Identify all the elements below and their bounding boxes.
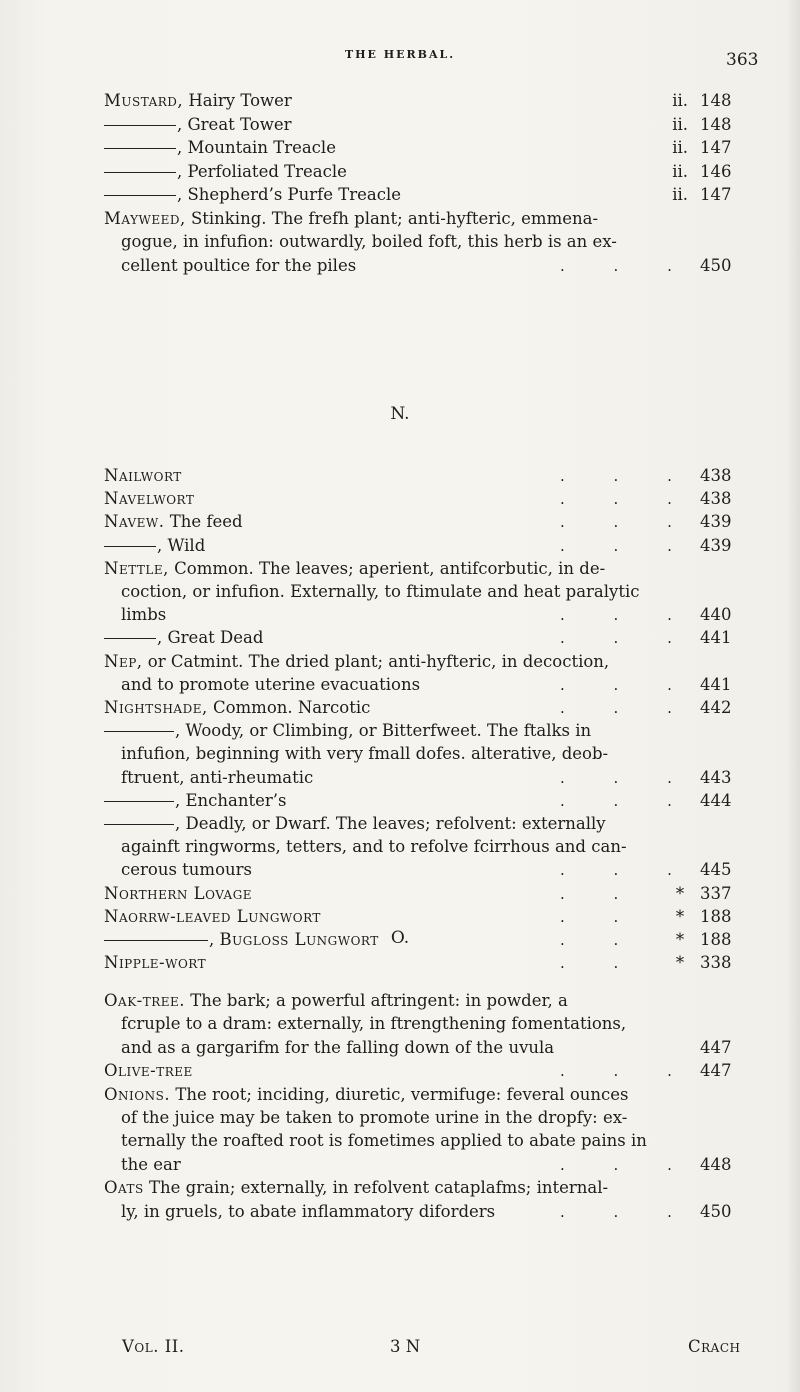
entry-line	[0, 741, 800, 767]
page-reference: 148	[700, 114, 732, 134]
entry-body: gogue, in infufion: outwardly, boiled foft, this herb is an ex-	[121, 232, 617, 251]
entry-text	[104, 112, 291, 138]
ditto-dash	[104, 172, 176, 173]
entry-body: the ear	[121, 1154, 181, 1174]
entry-line	[0, 1058, 800, 1084]
entry-continuation	[121, 253, 356, 279]
entry-line	[0, 672, 800, 698]
page-reference: 148	[700, 91, 732, 110]
section-letter-o: O.	[390, 928, 410, 948]
leader-dots: . . .	[560, 256, 694, 275]
entry-line	[0, 788, 800, 814]
ditto-dash	[104, 731, 174, 732]
entry-body: or Catmint. The dried plant; anti-hyfteric, in decoction,	[142, 651, 610, 671]
footer-catchword: Crach	[688, 1337, 741, 1356]
entry-line	[0, 135, 800, 161]
entry-body: Hairy Tower	[183, 91, 292, 110]
footer-signature: 3 N	[390, 1337, 421, 1356]
entry-body: cellent poultice for the piles	[121, 255, 357, 275]
entry-body: , Great Dead	[157, 628, 264, 648]
entry-text	[104, 533, 205, 559]
headword: Olive-tree	[104, 1061, 193, 1081]
page-reference: 441	[700, 628, 732, 648]
entry-line	[0, 1175, 800, 1201]
entry-line	[0, 625, 800, 651]
entry-text	[104, 625, 263, 651]
entry-line	[0, 904, 800, 930]
entry-text	[104, 463, 182, 489]
entry-text	[104, 509, 243, 535]
leader-dots: . . .	[560, 675, 694, 694]
leader-dots: . .	[560, 907, 641, 926]
entry-text	[104, 695, 370, 721]
entry-line	[0, 834, 800, 860]
entry-text	[104, 159, 347, 185]
page-reference: 445	[700, 860, 732, 880]
entry-line	[0, 159, 800, 185]
page-reference: 188	[700, 930, 732, 949]
entry-continuation	[121, 834, 627, 860]
entry-body: cerous tumours	[121, 860, 252, 880]
entry-continuation	[121, 1011, 626, 1037]
headword: Navelwort	[104, 489, 195, 509]
entry-line	[0, 1035, 800, 1061]
entry-body: Common. Narcotic	[207, 698, 371, 717]
headword: Mustard,	[104, 91, 184, 110]
leader-dots: . . .	[560, 536, 694, 555]
entry-body: , Wild	[157, 535, 206, 555]
entry-line	[0, 950, 800, 976]
entry-continuation	[121, 1152, 181, 1178]
page-reference: 337	[700, 883, 732, 903]
asterisk-mark: *	[675, 930, 685, 949]
entry-text	[104, 206, 598, 232]
leader-dots: . . .	[560, 513, 694, 532]
leader-dots: . . .	[560, 699, 694, 717]
entry-line	[0, 206, 800, 232]
entry-body: ly, in gruels, to abate inflammatory diforders	[121, 1201, 496, 1221]
entry-continuation	[121, 857, 252, 883]
entry-line	[0, 229, 800, 255]
asterisk-mark: *	[675, 883, 685, 903]
leader-dots: . . .	[560, 629, 694, 648]
entry-body: ftruent, anti-rheumatic	[121, 767, 314, 787]
entry-text	[104, 486, 194, 512]
entry-text	[104, 135, 336, 161]
entry-body: and to promote uterine evacuations	[121, 674, 421, 694]
entry-text	[104, 881, 252, 907]
leader-dots: . . .	[560, 606, 694, 625]
headword: Oak-tree.	[104, 991, 186, 1010]
section-letter-n: N.	[390, 404, 410, 424]
entry-line	[0, 509, 800, 535]
entry-continuation	[121, 765, 313, 791]
headword: Naorrw-leaved Lungwort	[104, 906, 321, 926]
page-reference: 441	[700, 674, 732, 694]
entry-body: The feed	[164, 512, 243, 532]
entry-body: ternally the roafted root is fometimes applied to abate pains in	[121, 1131, 647, 1151]
headword: Navew.	[104, 512, 165, 532]
headword: Nailwort	[104, 466, 182, 485]
entry-text	[104, 182, 401, 208]
page-number: 363	[726, 50, 759, 70]
entry-body: Common. The leaves; aperient, antifcorbutic, in de-	[168, 558, 606, 578]
entry-continuation	[121, 1035, 554, 1061]
running-head: THE HERBAL.	[344, 48, 456, 61]
entry-line	[0, 765, 800, 791]
leader-dots: . .	[560, 884, 641, 903]
page-reference: 447	[700, 1061, 732, 1081]
page-reference: 438	[700, 466, 732, 485]
headword: Nep,	[104, 651, 143, 671]
entry-text	[104, 1082, 628, 1108]
entry-body: coction, or infufion. Externally, to ftimulate and heat paralytic	[121, 582, 640, 601]
entry-line	[0, 602, 800, 628]
page-reference: 442	[700, 698, 732, 717]
entry-line	[0, 988, 800, 1014]
leader-dots: . .	[560, 954, 641, 973]
entry-line	[0, 556, 800, 582]
headword: Northern Lovage	[104, 883, 253, 903]
entry-body: Stinking. The frefh plant; anti-hyfteric, emmena-	[185, 208, 599, 228]
volume-ref: ii.	[672, 114, 688, 134]
entry-line	[0, 112, 800, 138]
entry-text	[104, 788, 287, 814]
entry-line	[0, 881, 800, 907]
entry-line	[0, 811, 800, 837]
entry-text	[104, 718, 591, 744]
entry-continuation	[121, 579, 640, 605]
volume-ref: ii.	[672, 138, 688, 157]
ditto-dash	[104, 546, 156, 547]
headword: Onions.	[104, 1084, 171, 1104]
entry-body: limbs	[121, 605, 167, 625]
entry-body: ,	[209, 930, 220, 949]
entry-body: The root; inciding, diuretic, vermifuge: feveral ounces	[170, 1084, 629, 1104]
entry-line	[0, 182, 800, 208]
page-reference: 448	[700, 1154, 732, 1174]
entry-line	[0, 486, 800, 512]
page-footer	[0, 1334, 800, 1360]
entry-line	[0, 1128, 800, 1154]
entry-line	[0, 1199, 800, 1225]
entry-body: , Enchanter’s	[175, 790, 287, 810]
entry-body: of the juice may be taken to promote urine in the dropfy: ex-	[121, 1108, 628, 1127]
page-reference: 443	[700, 767, 732, 787]
leader-dots: . . .	[560, 1202, 694, 1221]
entry-continuation	[121, 672, 420, 698]
entry-line	[0, 463, 800, 489]
page-reference: 146	[700, 161, 732, 181]
entry-line	[0, 88, 800, 114]
entry-line	[0, 1105, 800, 1131]
leader-dots: . .	[560, 931, 641, 949]
entry-body: , Mountain Treacle	[177, 138, 336, 157]
headword: Nipple-wort	[104, 953, 207, 973]
entry-line	[0, 649, 800, 675]
footer-volume: Vol. II.	[122, 1337, 185, 1356]
entry-text	[104, 1175, 608, 1201]
ditto-dash	[104, 195, 176, 196]
leader-dots: . . .	[560, 791, 694, 810]
entry-body: , Woody, or Climbing, or Bitterfweet. The ftalks in	[175, 721, 592, 741]
entry-body: , Deadly, or Dwarf. The leaves; refolvent: externally	[175, 814, 606, 833]
entry-body: and as a gargarifm for the falling down of the uvula	[121, 1037, 555, 1057]
leader-dots: . . .	[560, 861, 694, 880]
entry-continuation	[121, 1128, 647, 1154]
page-reference: 444	[700, 790, 732, 810]
page-reference: 450	[700, 1201, 732, 1221]
entry-text	[104, 811, 606, 837]
entry-line	[0, 253, 800, 279]
headword: Mayweed,	[104, 208, 186, 228]
entry-text	[104, 904, 321, 930]
ditto-dash	[104, 801, 174, 802]
entry-continuation	[121, 1105, 627, 1131]
entry-line	[0, 1082, 800, 1108]
page-reference: 440	[700, 605, 732, 625]
entry-body: The grain; externally, in refolvent cataplafms; internal-	[143, 1178, 609, 1198]
leader-dots: . . .	[560, 1155, 694, 1174]
entry-continuation	[121, 1199, 495, 1225]
leader-dots: . . .	[560, 467, 694, 485]
entry-body: , Great Tower	[177, 114, 292, 134]
page-reference: 450	[700, 255, 732, 275]
entry-body: The bark; a powerful aftringent: in powder, a	[185, 991, 568, 1010]
ditto-dash	[104, 638, 156, 639]
leader-dots: . . .	[560, 490, 694, 509]
page-reference: 447	[700, 1037, 732, 1057]
entry-text	[104, 1058, 193, 1084]
entry-body: againft ringworms, tetters, and to refolve fcirrhous and can-	[121, 837, 627, 857]
headword: Bugloss Lungwort	[219, 930, 379, 949]
headword: Nettle,	[104, 558, 169, 578]
ditto-dash	[104, 125, 176, 126]
volume-ref: ii.	[672, 91, 688, 110]
ditto-dash	[104, 148, 176, 149]
entry-line	[0, 695, 800, 721]
page-reference: 439	[700, 512, 732, 532]
entry-text	[104, 950, 206, 976]
entry-line	[0, 1152, 800, 1178]
entry-body: infufion, beginning with very fmall dofes. alterative, deob-	[121, 744, 609, 764]
entry-continuation	[121, 229, 617, 255]
headword: Oats	[104, 1178, 144, 1198]
entry-line	[0, 1011, 800, 1037]
page-reference: 147	[700, 185, 732, 204]
page-reference: 438	[700, 489, 732, 509]
entry-line	[0, 579, 800, 605]
entry-line	[0, 533, 800, 559]
volume-ref: ii.	[672, 185, 688, 204]
entry-text	[104, 649, 609, 675]
leader-dots: . . .	[560, 768, 694, 787]
asterisk-mark: *	[675, 906, 685, 926]
entry-body: , Perfoliated Treacle	[177, 161, 347, 181]
asterisk-mark: *	[675, 953, 685, 973]
page-reference: 188	[700, 906, 732, 926]
entry-text	[104, 556, 605, 582]
entry-line	[0, 718, 800, 744]
page-reference: 338	[700, 953, 732, 973]
volume-ref: ii.	[672, 161, 688, 181]
page-reference: 147	[700, 138, 732, 157]
entry-continuation	[121, 741, 608, 767]
entry-body: , Shepherd’s Purfe Treacle	[177, 185, 402, 204]
entry-body: fcruple to a dram: externally, in ftrengthening fomentations,	[121, 1014, 627, 1034]
entry-continuation	[121, 602, 166, 628]
headword: Nightshade,	[104, 698, 208, 717]
page-reference: 439	[700, 535, 732, 555]
entry-line	[0, 857, 800, 883]
entry-text	[104, 88, 292, 114]
entry-text	[104, 988, 568, 1014]
leader-dots: . . .	[560, 1062, 694, 1081]
ditto-dash	[104, 824, 174, 825]
